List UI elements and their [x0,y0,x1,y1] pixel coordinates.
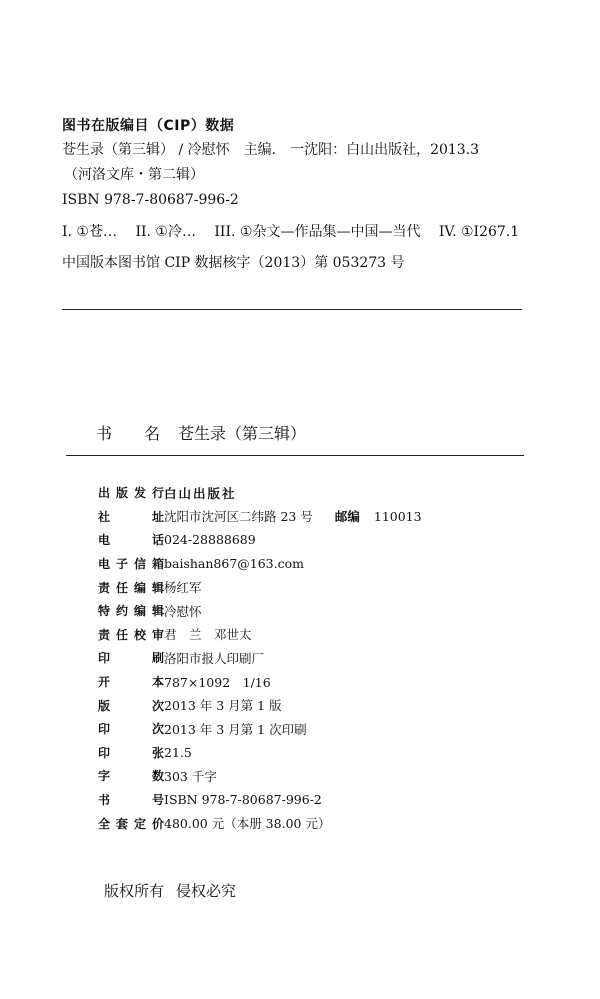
info-label [98,649,164,666]
info-label-char: 话 [151,533,164,548]
info-label-char: 社 [98,509,111,524]
book-title: 苍生录（第三辑） [178,424,307,443]
rights-reserved: 版权所有 [104,882,165,900]
info-value-text: 480.00 元（本册 38.00 元） [164,816,331,832]
info-label [98,626,164,643]
info-label-char: 编 [133,580,146,595]
info-label-char: 任 [115,627,128,642]
info-value-text: 冷慰怀 [164,603,202,619]
info-label-char: 版 [98,698,111,713]
info-row [98,693,538,717]
info-value-text: 303 千字 [164,768,217,784]
info-row [98,764,538,788]
publication-info-table [98,481,538,835]
title-label-char: 书 [96,424,113,443]
info-value-text: ISBN 978-7-80687-996-2 [164,792,322,808]
info-label-char: 张 [151,745,164,760]
info-label [98,579,164,596]
info-value-text: 024-28888689 [164,532,256,548]
info-value-text: 白山出版社 [164,485,237,501]
cip-classification [62,217,582,248]
info-label-char: 出 [98,486,111,501]
divider [66,455,524,456]
infringement-notice: 侵权必究 [176,882,237,900]
info-label-char: 辑 [151,580,164,595]
info-label-char: 约 [115,604,128,619]
cip-heading: 图书在版编目（CIP）数据 [62,118,235,134]
info-label [98,602,164,619]
info-label-char: 箱 [151,557,164,572]
info-label [98,697,164,714]
info-label-char: 字 [98,769,111,784]
info-label [98,767,164,784]
info-label-char: 辑 [151,604,164,619]
info-label-char: 定 [133,816,146,831]
info-label [98,791,164,808]
info-value [164,720,307,738]
info-value [164,484,237,502]
info-label [98,508,164,525]
info-label-char: 任 [115,580,128,595]
info-label [98,720,164,737]
info-label-char: 特 [98,604,111,619]
cip-series-line: （河洛文库・第二辑） [64,167,204,183]
rights-notice [104,880,236,901]
info-label-char: 本 [151,675,164,690]
title-label-char: 名 [144,424,161,443]
info-label-char: 审 [151,627,164,642]
info-row [98,575,538,599]
info-label-char: 信 [133,557,146,572]
info-label-char: 数 [151,769,164,784]
info-value [164,532,256,547]
info-value [164,814,330,832]
cip-isbn: ISBN 978-7-80687-996-2 [62,192,239,208]
info-value-text: 21.5 [164,744,192,760]
info-label-char: 行 [151,486,164,501]
cip-book-line: 苍生录（第三辑） / 冷慰怀 主编． 一沈阳：白山出版社，2013.3 [62,142,480,158]
info-label-char: 版 [115,486,128,501]
info-row [98,599,538,623]
info-value [164,767,217,785]
info-value [164,602,202,620]
info-value-text: 2013 年 3 月第 1 次印刷 [164,721,307,737]
info-label-char: 子 [115,557,128,572]
info-label-char: 次 [151,722,164,737]
info-label-char: 印 [98,722,111,737]
info-value [164,792,322,807]
info-label [98,815,164,832]
info-label-char: 套 [115,816,128,831]
info-row [98,717,538,741]
info-label-char: 刷 [151,651,164,666]
info-label-char: 责 [98,627,111,642]
postcode-value: 110013 [373,509,422,525]
info-value [164,673,271,691]
classification-item: III. ①杂文—作品集—中国—当代 [214,224,421,240]
info-label-char: 开 [98,675,111,690]
info-label-char: 发 [133,486,146,501]
info-label-char: 电 [98,557,111,572]
info-row [98,528,538,552]
info-value-text: 2013 年 3 月第 1 版 [164,698,282,714]
info-label-char: 全 [98,816,111,831]
info-label-char: 电 [98,533,111,548]
info-label [98,531,164,548]
info-label-char: 校 [133,627,146,642]
classification-item: I. ①苍… [62,224,117,240]
book-title-block [96,421,536,444]
info-label-char: 价 [151,816,164,831]
info-value-text: baishan867@163.com [164,556,304,572]
info-label-char: 址 [151,509,164,524]
info-value-text: 杨红军 [164,580,202,596]
cip-record-number: 中国版本图书馆 CIP 数据核字（2013）第 053273 号 [62,255,405,271]
info-value [164,696,282,714]
classification-item: II. ①冷… [135,224,196,240]
info-value [164,625,252,643]
postcode-label: 邮编 [334,509,360,525]
info-label-char: 次 [151,698,164,713]
info-value-text: 沈阳市沈河区二纬路 23 号 [164,509,313,525]
info-value [164,507,422,525]
classification-item: IV. ①I267.1 [438,224,520,240]
info-label [98,555,164,572]
info-row [98,811,538,835]
info-row [98,741,538,765]
info-row [98,670,538,694]
cip-data-block [62,114,582,278]
info-label [98,484,164,501]
info-row [98,646,538,670]
divider [62,309,522,310]
info-label-char: 责 [98,580,111,595]
info-row [98,623,538,647]
info-label-char: 号 [151,793,164,808]
info-value [164,578,202,596]
info-label-char: 印 [98,745,111,760]
info-row [98,505,538,529]
info-row [98,552,538,576]
info-label-char: 书 [98,793,111,808]
info-label-char: 印 [98,651,111,666]
info-value [164,556,304,571]
info-value [164,649,264,667]
info-label [98,744,164,761]
info-row [98,481,538,505]
info-label-char: 编 [133,604,146,619]
info-row [98,788,538,812]
info-value-text: 君 兰 邓世太 [164,627,252,643]
info-value [164,745,192,760]
info-value-text: 洛阳市报人印刷厂 [164,650,265,666]
info-value-text: 787×1092 1/16 [164,674,271,690]
info-label [98,673,164,690]
